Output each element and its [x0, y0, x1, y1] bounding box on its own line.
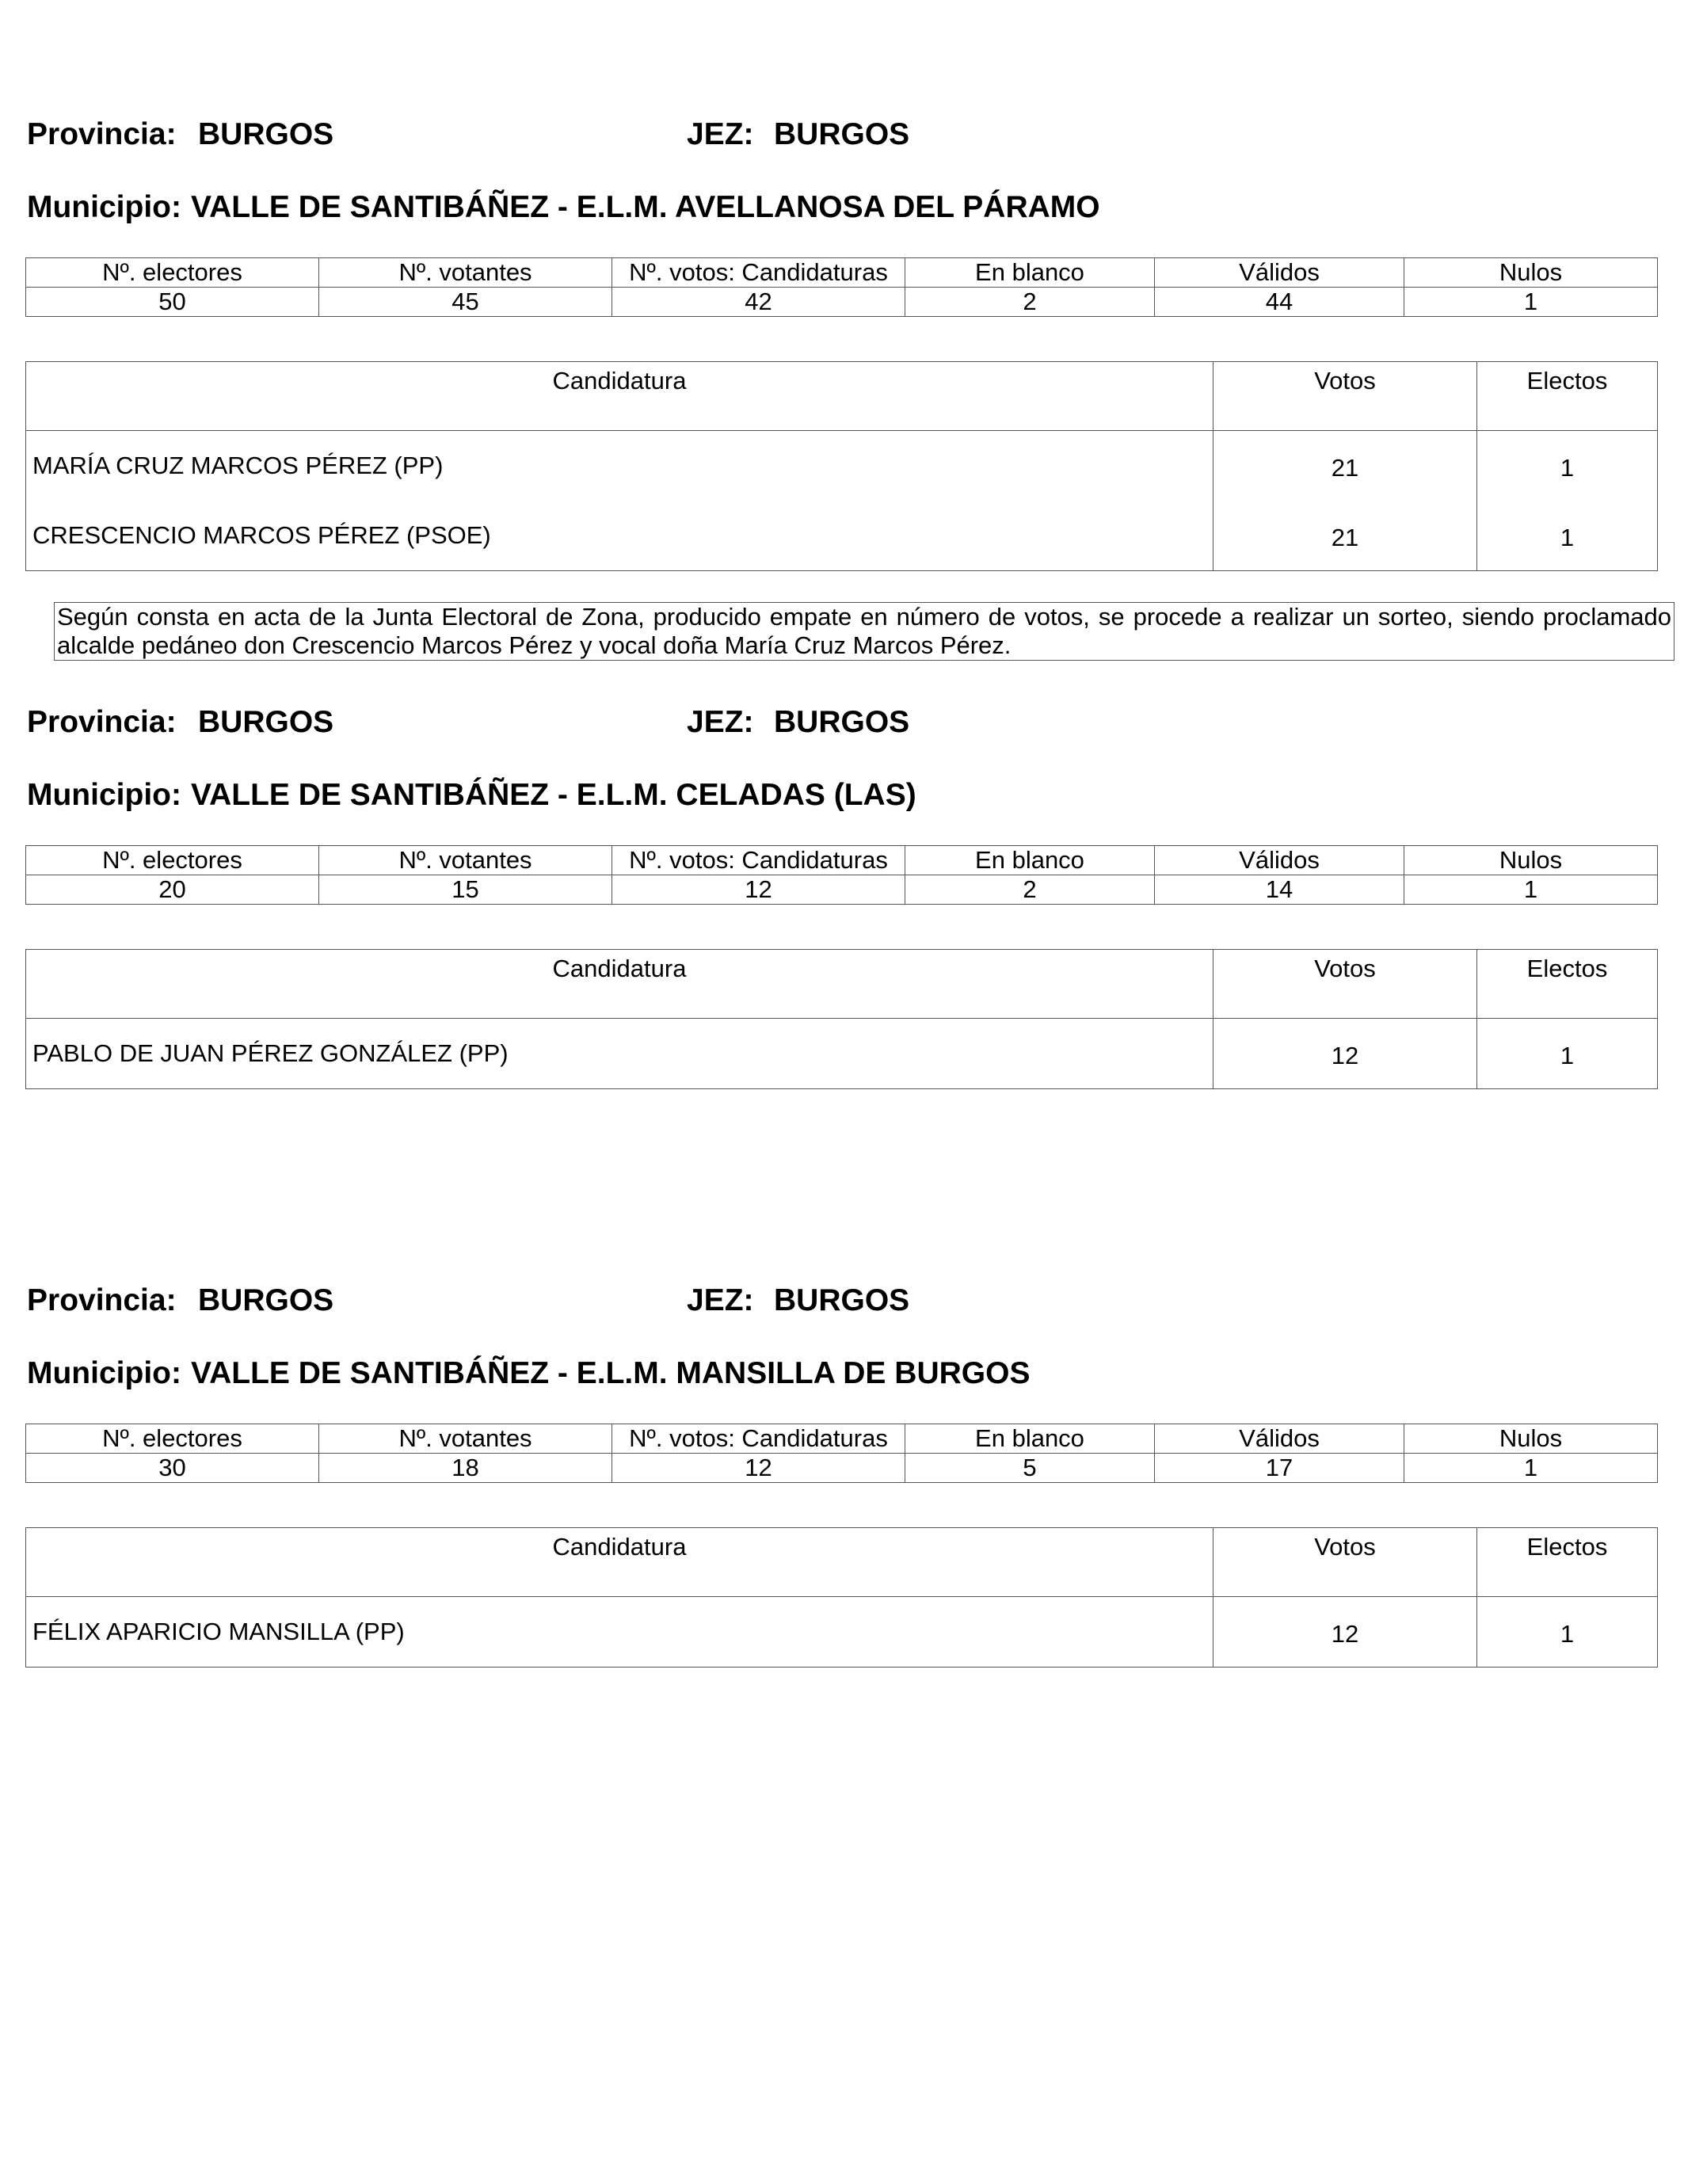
value-electores: 50	[26, 288, 319, 317]
value-electores: 30	[26, 1454, 319, 1483]
provincia-jez-header	[25, 117, 1657, 165]
value-votantes: 15	[319, 875, 612, 905]
value-nulos: 1	[1404, 288, 1658, 317]
value-electores: 20	[26, 875, 319, 905]
candidate-row	[26, 501, 1658, 571]
header-en-blanco: En blanco	[905, 1424, 1155, 1454]
header-votantes: Nº. votantes	[319, 1424, 612, 1454]
municipio-value: VALLE DE SANTIBÁÑEZ - E.L.M. MANSILLA DE BURGOS	[190, 1356, 1031, 1390]
stats-header-row	[26, 846, 1658, 875]
candidate-votos: 21	[1213, 501, 1477, 571]
candidate-row	[26, 431, 1658, 501]
header-validos: Válidos	[1155, 846, 1404, 875]
provincia-jez-header	[25, 705, 1657, 753]
candidate-name: MARÍA CRUZ MARCOS PÉREZ (PP)	[26, 431, 1213, 501]
municipio-value: VALLE DE SANTIBÁÑEZ - E.L.M. CELADAS (LAS)	[190, 778, 916, 812]
jez-value: BURGOS	[774, 705, 910, 739]
header-validos: Válidos	[1155, 258, 1404, 288]
stats-table	[25, 845, 1658, 905]
candidates-table	[25, 949, 1658, 1089]
header-votos: Votos	[1213, 950, 1477, 1019]
stats-table	[25, 257, 1658, 317]
header-votos: Votos	[1213, 1528, 1477, 1597]
municipio-title	[27, 778, 916, 813]
header-en-blanco: En blanco	[905, 846, 1155, 875]
header-electos: Electos	[1477, 1528, 1658, 1597]
value-en-blanco: 5	[905, 1454, 1155, 1483]
value-validos: 14	[1155, 875, 1404, 905]
candidate-row	[26, 1019, 1658, 1089]
header-votos: Votos	[1213, 362, 1477, 431]
section-2	[25, 705, 1657, 1069]
value-en-blanco: 2	[905, 288, 1155, 317]
stats-value-row	[26, 288, 1658, 317]
jez-label: JEZ:	[687, 705, 754, 739]
candidate-votos: 12	[1213, 1597, 1477, 1668]
header-electos: Electos	[1477, 950, 1658, 1019]
stats-header-row	[26, 258, 1658, 288]
candidates-header-row	[26, 362, 1658, 431]
value-votantes: 45	[319, 288, 612, 317]
section-1	[25, 117, 1671, 659]
header-electos: Electos	[1477, 362, 1658, 431]
tie-note: Según consta en acta de la Junta Electoral de Zona, producido empate en número de votos, se procede a realizar un sorteo, siendo proclamado alcalde pedáneo don Crescencio Marcos Pérez y vocal doña María Cruz Marcos Pérez.	[54, 602, 1674, 661]
municipio-title	[27, 1356, 1030, 1391]
header-votos-candidaturas: Nº. votos: Candidaturas	[612, 1424, 905, 1454]
candidates-header-row	[26, 1528, 1658, 1597]
provincia-label: Provincia:	[27, 117, 177, 151]
header-electores: Nº. electores	[26, 258, 319, 288]
value-validos: 44	[1155, 288, 1404, 317]
candidate-electos: 1	[1477, 431, 1658, 501]
value-votos-candidaturas: 12	[612, 875, 905, 905]
candidates-table	[25, 1527, 1658, 1668]
header-nulos: Nulos	[1404, 1424, 1658, 1454]
provincia-value: BURGOS	[198, 705, 334, 739]
header-votantes: Nº. votantes	[319, 846, 612, 875]
provincia-value: BURGOS	[198, 117, 334, 151]
value-votos-candidaturas: 42	[612, 288, 905, 317]
candidate-votos: 12	[1213, 1019, 1477, 1089]
value-votos-candidaturas: 12	[612, 1454, 905, 1483]
jez-label: JEZ:	[687, 1283, 754, 1317]
value-validos: 17	[1155, 1454, 1404, 1483]
provincia-label: Provincia:	[27, 1283, 177, 1317]
header-votos-candidaturas: Nº. votos: Candidaturas	[612, 258, 905, 288]
header-en-blanco: En blanco	[905, 258, 1155, 288]
municipio-label: Municipio:	[27, 778, 181, 812]
candidate-row	[26, 1597, 1658, 1668]
header-electores: Nº. electores	[26, 1424, 319, 1454]
jez-value: BURGOS	[774, 1283, 910, 1317]
header-nulos: Nulos	[1404, 258, 1658, 288]
candidate-name: PABLO DE JUAN PÉREZ GONZÁLEZ (PP)	[26, 1019, 1213, 1089]
jez-label: JEZ:	[687, 117, 754, 151]
header-candidatura: Candidatura	[26, 950, 1213, 1019]
municipio-label: Municipio:	[27, 190, 181, 224]
candidate-votos: 21	[1213, 431, 1477, 501]
stats-value-row	[26, 1454, 1658, 1483]
header-votos-candidaturas: Nº. votos: Candidaturas	[612, 846, 905, 875]
header-nulos: Nulos	[1404, 846, 1658, 875]
value-nulos: 1	[1404, 875, 1658, 905]
candidate-electos: 1	[1477, 1019, 1658, 1089]
candidate-electos: 1	[1477, 501, 1658, 571]
header-candidatura: Candidatura	[26, 362, 1213, 431]
stats-table	[25, 1424, 1658, 1483]
value-nulos: 1	[1404, 1454, 1658, 1483]
candidates-header-row	[26, 950, 1658, 1019]
header-validos: Válidos	[1155, 1424, 1404, 1454]
header-candidatura: Candidatura	[26, 1528, 1213, 1597]
jez-value: BURGOS	[774, 117, 910, 151]
header-electores: Nº. electores	[26, 846, 319, 875]
value-votantes: 18	[319, 1454, 612, 1483]
candidates-table	[25, 361, 1658, 571]
candidate-name: FÉLIX APARICIO MANSILLA (PP)	[26, 1597, 1213, 1668]
candidate-electos: 1	[1477, 1597, 1658, 1668]
municipio-title	[27, 190, 1100, 225]
section-3	[25, 1283, 1657, 1648]
header-votantes: Nº. votantes	[319, 258, 612, 288]
stats-value-row	[26, 875, 1658, 905]
municipio-value: VALLE DE SANTIBÁÑEZ - E.L.M. AVELLANOSA DEL PÁRAMO	[190, 190, 1100, 224]
municipio-label: Municipio:	[27, 1356, 181, 1390]
stats-header-row	[26, 1424, 1658, 1454]
provincia-label: Provincia:	[27, 705, 177, 739]
candidate-name: CRESCENCIO MARCOS PÉREZ (PSOE)	[26, 501, 1213, 571]
value-en-blanco: 2	[905, 875, 1155, 905]
provincia-jez-header	[25, 1283, 1657, 1331]
provincia-value: BURGOS	[198, 1283, 334, 1317]
